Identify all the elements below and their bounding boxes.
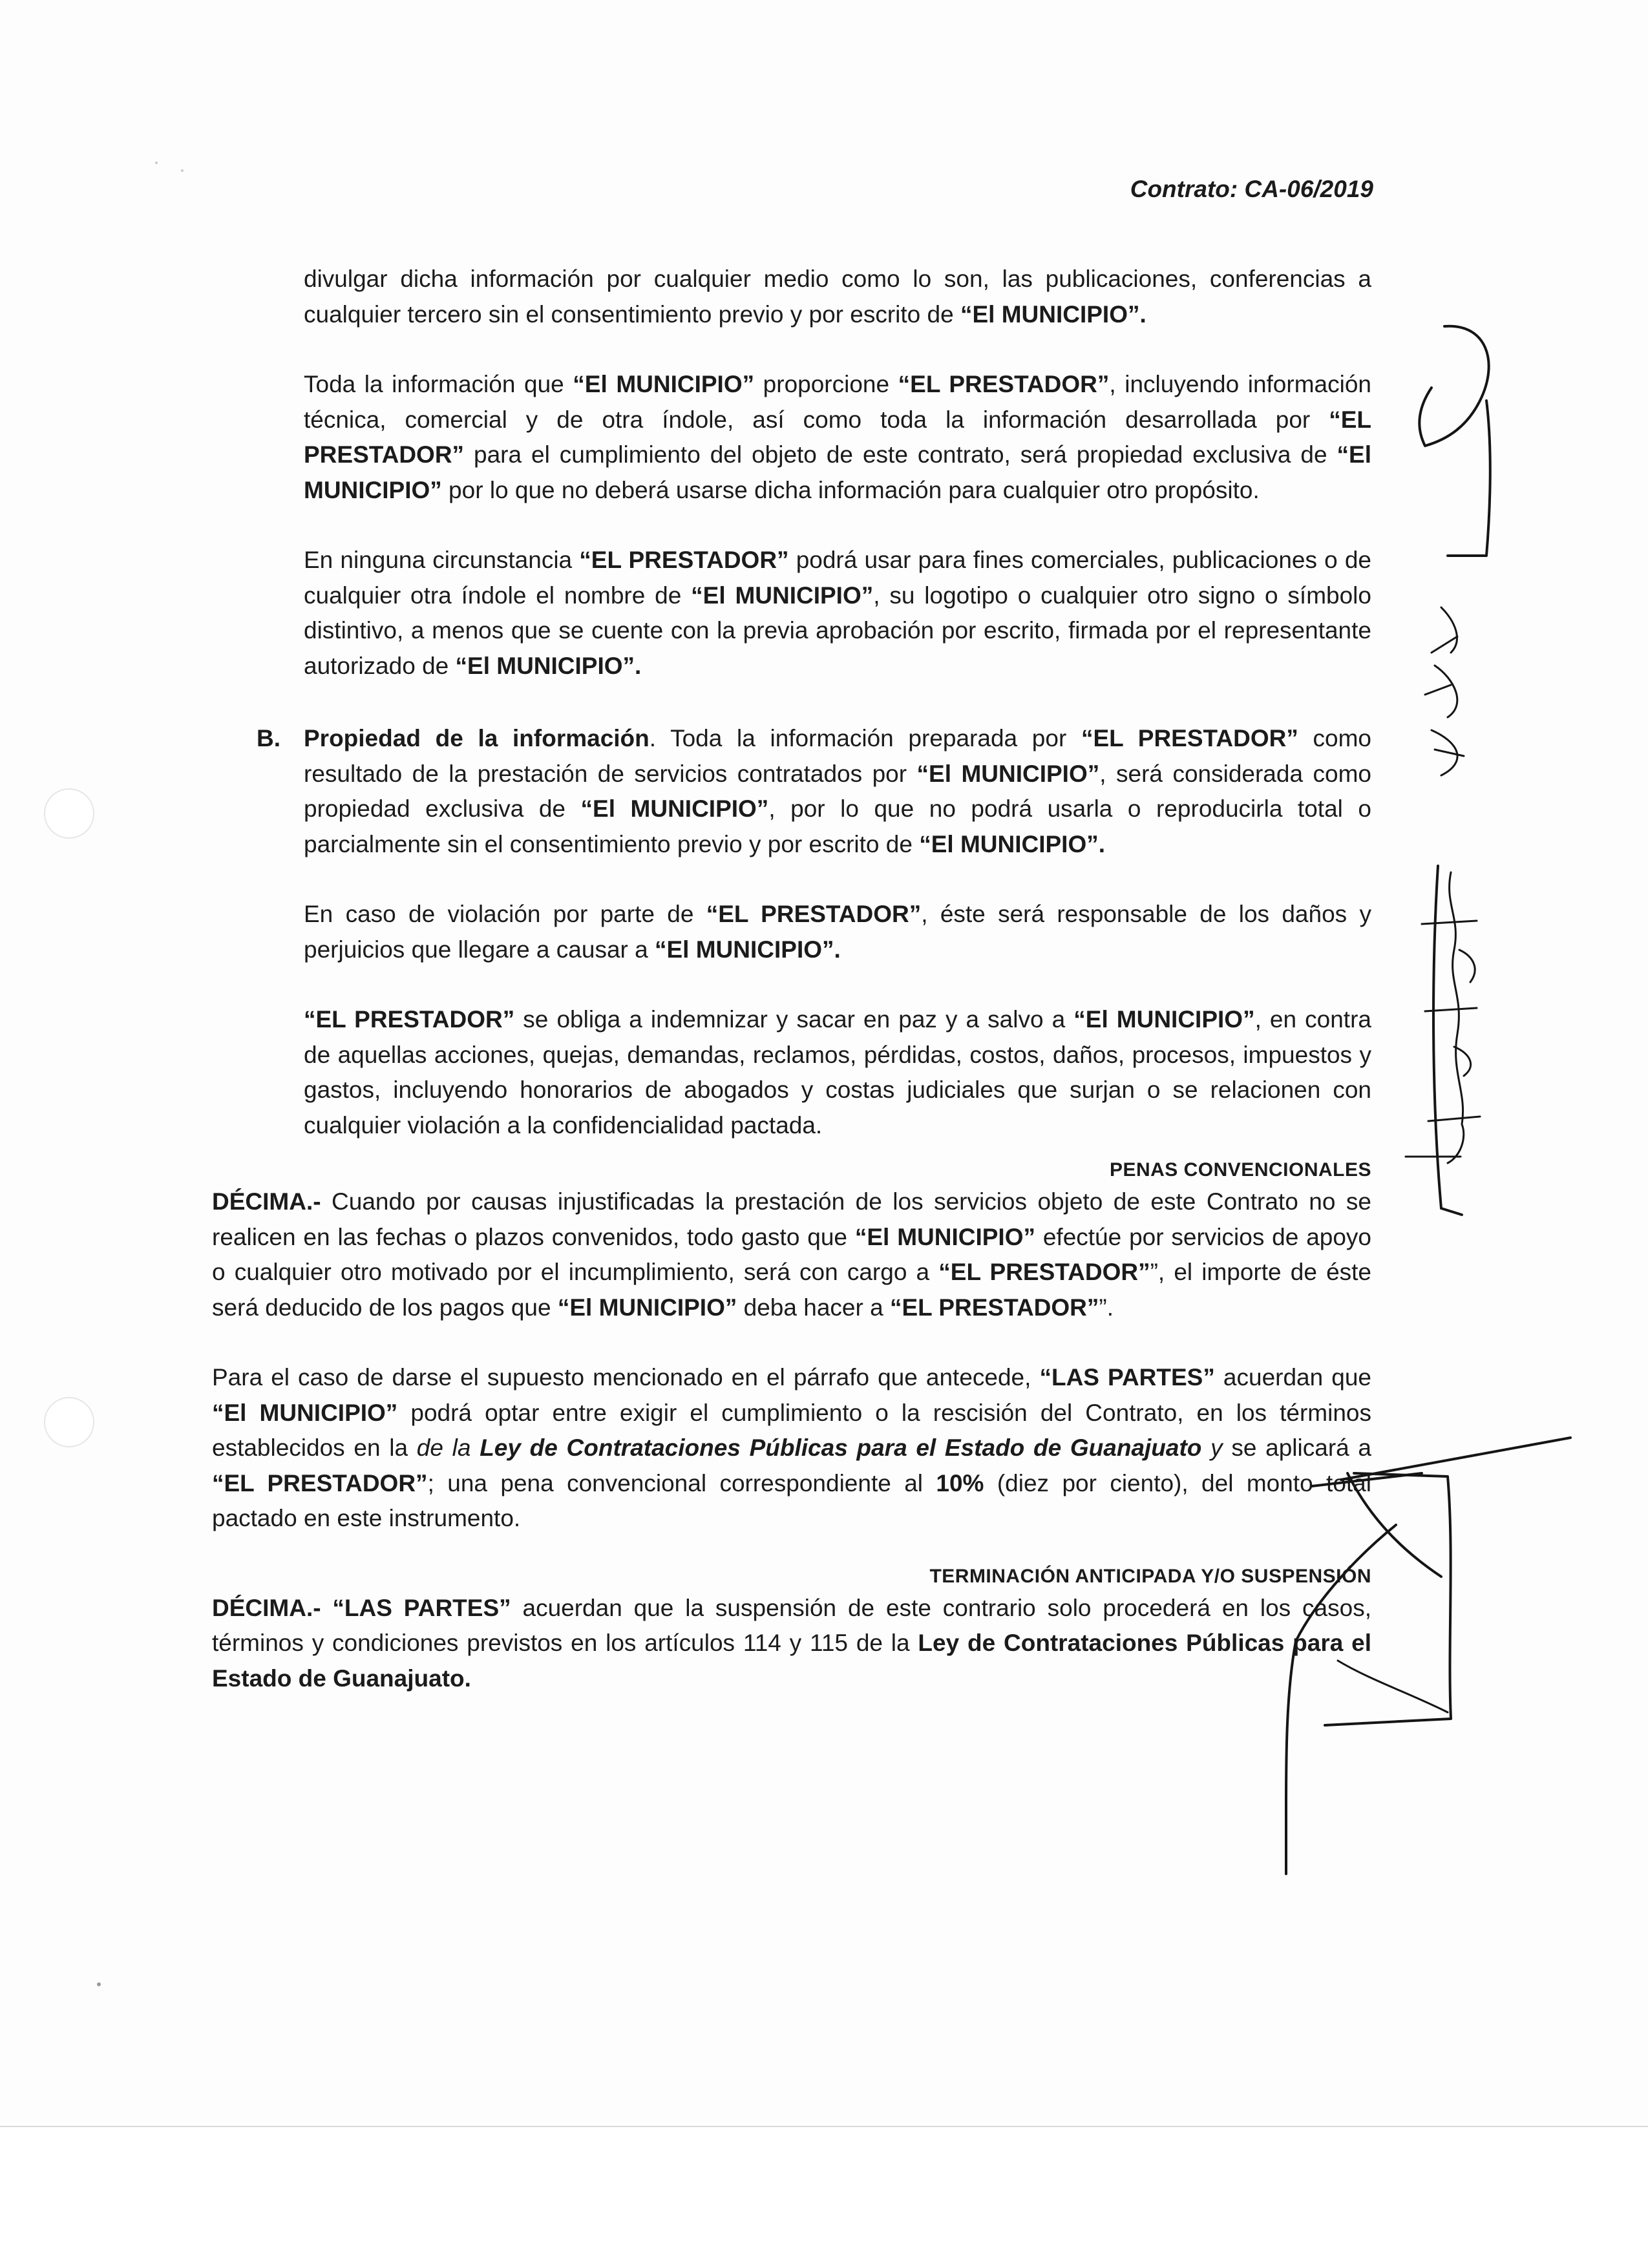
item-b bbox=[0, 721, 1648, 862]
speck bbox=[97, 1982, 101, 1986]
heading-penas-convencionales: PENAS CONVENCIONALES bbox=[1109, 1159, 1371, 1181]
clause-penas: DÉCIMA.- Cuando por causas injustificadas la prestación de los servicios objeto de este Contrato no se realicen en las fechas o plazos convenidos, todo gasto que “El MUNICIPIO” efectúe por servicios de apoyo o cualquier otro motivado por el incumplimiento, será con cargo a “EL PRESTADOR””, el importe de éste será deducido de los pagos que “El MUNICIPIO” deba hacer a “EL PRESTADOR””. bbox=[212, 1188, 1372, 1321]
contract-number: Contrato: CA-06/2019 bbox=[1130, 176, 1373, 202]
paragraph-violation: En caso de violación por parte de “EL PRESTADOR”, éste será responsable de los daños y perjuicios que llegare a causar a “El MUNICIPIO”. bbox=[304, 901, 1371, 963]
speck bbox=[181, 169, 184, 172]
scanner-margin bbox=[0, 2127, 1648, 2268]
item-letter: B. bbox=[257, 725, 280, 751]
clause-penas-paragraph-2: Para el caso de darse el supuesto mencionado en el párrafo que antecede, “LAS PARTES” acuerdan que “El MUNICIPIO” podrá optar entre exigir el cumplimiento o la rescisión del Contrato, en los términos establecidos en la de la Ley de Contrataciones Públicas para el Estado de Guanajuato y se aplicará a “EL PRESTADOR”; una pena convencional correspondiente al 10% (diez por ciento), del monto total pactado en este instrumento. bbox=[212, 1364, 1372, 1531]
document-body bbox=[0, 262, 1648, 1696]
paragraph-information-property: Toda la información que “El MUNICIPIO” proporcione “EL PRESTADOR”, incluyendo información técnica, comercial y de otra índole, así como toda la información desarrollada por “EL PRESTADOR” para el cumplimiento del objeto de este contrato, será propiedad exclusiva de “El MUNICIPIO” por lo que no deberá usarse dicha información para cualquier otro propósito. bbox=[304, 371, 1371, 503]
clause-terminacion: DÉCIMA.- “LAS PARTES” acuerdan que la suspensión de este contrario solo procederá en los casos, términos y condiciones previstos en los artículos 114 y 115 de la Ley de Contrataciones Públicas para el Estado de Guanajuato. bbox=[212, 1594, 1371, 1692]
paragraph-name-usage: En ninguna circunstancia “EL PRESTADOR” podrá usar para fines comerciales, publicaciones o de cualquier otra índole el nombre de “El MUNICIPIO”, su logotipo o cualquier otro signo o símbolo distintivo, a menos que se cuente con la previa aprobación por escrito, firmada por el representante autorizado de “El MUNICIPIO”. bbox=[304, 547, 1371, 679]
paragraph-disclosure: divulgar dicha información por cualquier medio como lo son, las publicaciones, conferencias a cualquier tercero sin el consentimiento previo y por escrito de “El MUNICIPIO”. bbox=[304, 266, 1371, 328]
paragraph-ownership: Propiedad de la información. Toda la información preparada por “EL PRESTADOR” como resultado de la prestación de servicios contratados por “El MUNICIPIO”, será considerada como propiedad exclusiva de “El MUNICIPIO”, por lo que no podrá usarla o reproducirla total o parcialmente sin el consentimiento previo y por escrito de “El MUNICIPIO”. bbox=[304, 725, 1371, 857]
heading-terminacion: TERMINACIÓN ANTICIPADA Y/O SUSPENSIÓN bbox=[929, 1565, 1371, 1587]
paragraph-indemnity: “EL PRESTADOR” se obliga a indemnizar y sacar en paz y a salvo a “El MUNICIPIO”, en contra de aquellas acciones, quejas, demandas, reclamos, pérdidas, costos, daños, procesos, impuestos y gastos, incluyendo honorarios de abogados y costas judiciales que surjan o se relacionen con cualquier violación a la confidencialidad pactada. bbox=[304, 1006, 1371, 1139]
speck bbox=[155, 162, 158, 164]
